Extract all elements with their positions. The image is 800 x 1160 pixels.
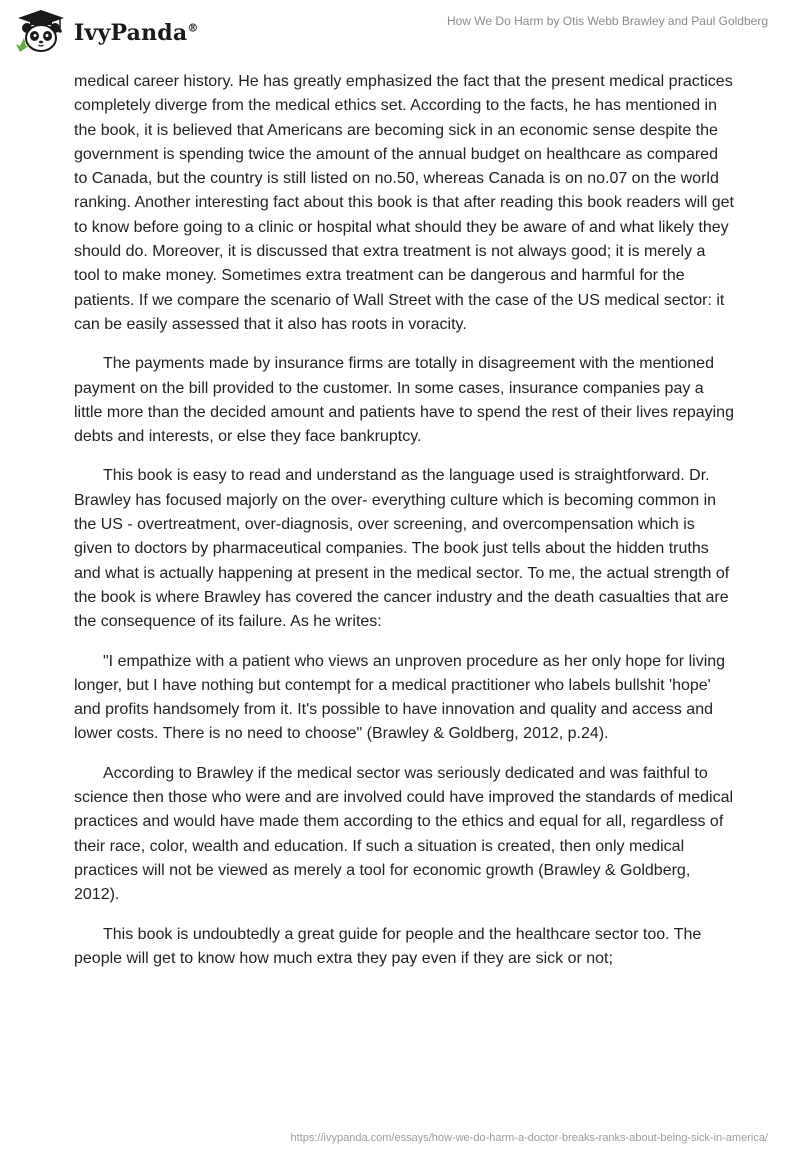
paragraph: The payments made by insurance firms are totally in disagreement with the mentioned payment on the bill provided to the customer. In some cases, insurance companies pay a little more than the decided amount and patients have to spend the rest of their lives repaying debts and interests, or else they face bankruptcy. [74, 355, 734, 446]
paragraph: medical career history. He has greatly emphasized the fact that the present medical practices completely diverge from the medical ethics set. According to the facts, he has mentioned in the book, it is believed that Americans are becoming sick in an economic sense despite the government is spending twice the amount of the annual budget on healthcare as compared to Canada, but the country is still listed on no.50, whereas Canada is on no.07 on the world ranking. Another interesting fact about this book is that after reading this book readers will get to know before going to a clinic or hospital what should they be aware of and what likely they should do. Moreover, it is discussed that extra treatment is not always good; it is merely a tool to make money. Sometimes extra treatment can be dangerous and harmful for the patients. If we compare the scenario of Wall Street with the case of the US medical sector: it can be easily assessed that it also has roots in voracity. [74, 73, 734, 333]
source-url[interactable]: https://ivypanda.com/essays/how-we-do-harm-a-doctor-breaks-ranks-about-being-sick-in-america/ [290, 1132, 768, 1144]
paragraph: This book is easy to read and understand as the language used is straightforward. Dr. Brawley has focused majorly on the over- everything culture which is becoming common in the US - overtreatment, over-diagnosis, over screening, and overcompensation which is given to doctors by pharmaceutical companies. The book just tells about the hidden truths and what is actually happening at present in the medical sector. To me, the actual strength of the book is where Brawley has covered the cancer industry and the death casualties that are the consequence of its failure. As he writes: [74, 467, 730, 631]
panda-graduate-icon [14, 8, 68, 56]
document-title: How We Do Harm by Otis Webb Brawley and Paul Goldberg [446, 14, 768, 28]
paragraph: According to Brawley if the medical sector was seriously dedicated and was faithful to science then those who were and are involved could have improved the standards of medical practices and would have made them according to the ethics and equal for all, regardless of their race, color, wealth and education. If such a situation is created, then only medical practices will not be viewed as merely a tool for economic growth (Brawley & Goldberg, 2012). [74, 764, 734, 904]
page-header [0, 0, 800, 64]
logo-text: IvyPanda® [74, 20, 199, 46]
block-quote: "I empathize with a patient who views an unproven procedure as her only hope for living longer, but I have nothing but contempt for a medical practitioner who labels bullshit 'hope' and profits handsomely from it. It's possible to have innovation and quality and access and lower costs. There is no need to choose" (Brawley & Goldberg, 2012, p.24). [74, 652, 726, 743]
essay-body [74, 70, 734, 986]
paragraph: This book is undoubtedly a great guide for people and the healthcare sector too. The people will get to know how much extra they pay even if they are sick or not; [74, 925, 702, 967]
ivypanda-logo[interactable] [14, 8, 199, 56]
